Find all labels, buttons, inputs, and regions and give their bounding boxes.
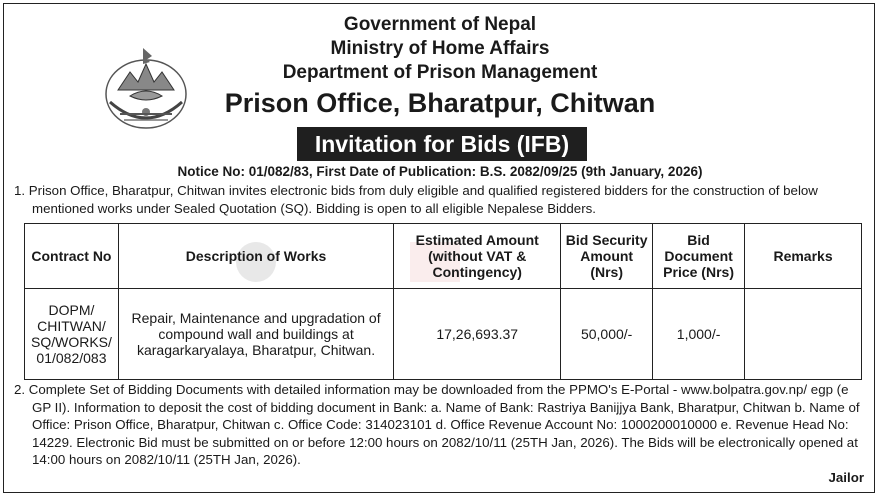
col-bid-doc-price: Bid Document Price (Nrs) [653, 224, 745, 289]
ministry-name: Ministry of Home Affairs [330, 38, 550, 59]
cell-bid-doc-price: 1,000/- [653, 289, 745, 380]
cell-remarks [745, 289, 862, 380]
col-remarks: Remarks [745, 224, 862, 289]
paragraph-1-text: 1. Prison Office, Bharatpur, Chitwan invites electronic bids from duly eligible and qualified registered bidders for the construction of below mentioned works under Sealed Quotation (SQ). Bidding is open to all eligible Nepalese Bidders. [14, 183, 818, 216]
ifb-title: Invitation for Bids (IFB) [297, 127, 587, 161]
cell-estimated-amount: 17,26,693.37 [394, 289, 561, 380]
cell-contract-no: DOPM/ CHITWAN/ SQ/WORKS/ 01/082/083 [25, 289, 119, 380]
department-name: Department of Prison Management [282, 62, 598, 83]
signature-jailor: Jailor [828, 470, 864, 485]
bids-table [24, 223, 862, 380]
col-bid-security: Bid Security Amount (Nrs) [561, 224, 653, 289]
gov-name: Government of Nepal [343, 14, 537, 35]
office-name: Prison Office, Bharatpur, Chitwan [224, 88, 656, 118]
paragraph-2 [14, 381, 864, 469]
col-description: Description of Works [118, 224, 393, 289]
table-header-row [25, 224, 862, 289]
paragraph-2-text: 2. Complete Set of Bidding Documents with detailed information may be downloaded from the PPMO's E-Portal - www.bolpatra.gov.np/ egp (e GP II). Information to deposit the cost of bidding document in Bank: a. Name of Bank: Rastriya Banijjya Bank, Bharatpur, Chitwan b. Name of Office: Prison Office, Bharatpur, Chitwan c. Office Code: 314023101 d. Office Revenue Account No: 1000200010000 e. Revenue Head No: 14229. Electronic Bid must be submitted on or before 12:00 hours on 2082/10/11 (25TH Jan, 2026). The Bids will be electronically opened at 14:00 hours on 2082/10/11 (25TH Jan, 2026). [14, 382, 860, 467]
table-row [25, 289, 862, 380]
col-estimated-amount: Estimated Amount (without VAT & Contingency) [394, 224, 561, 289]
col-contract-no: Contract No [25, 224, 119, 289]
paragraph-1 [14, 182, 864, 217]
cell-description: Repair, Maintenance and upgradation of compound wall and buildings at karagarkaryalaya, Bharatpur, Chitwan. [118, 289, 393, 380]
cell-bid-security: 50,000/- [561, 289, 653, 380]
notice-line: Notice No: 01/082/83, First Date of Publication: B.S. 2082/09/25 (9th January, 2026) [177, 164, 703, 179]
